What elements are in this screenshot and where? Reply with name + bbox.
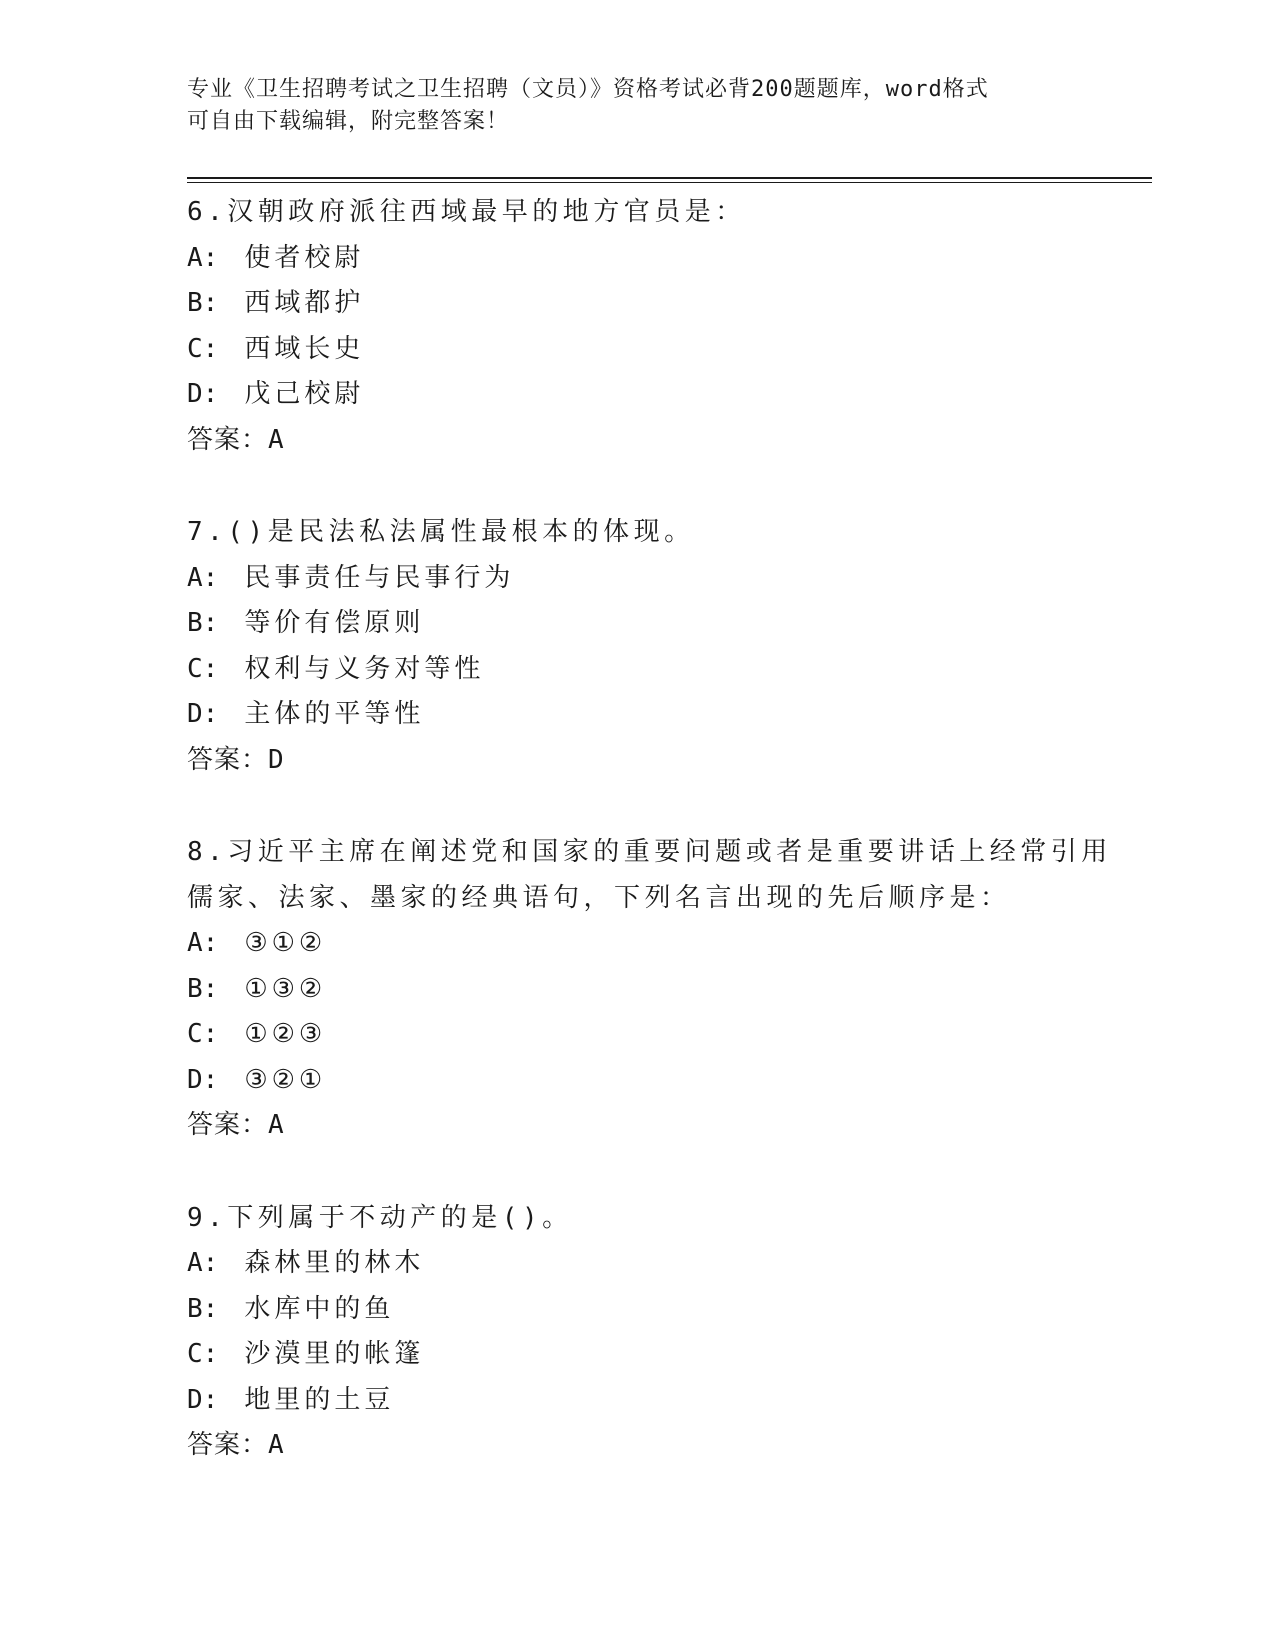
option-b bbox=[187, 967, 1147, 1013]
option-c bbox=[187, 327, 1147, 373]
question-7 bbox=[187, 510, 1147, 783]
option-text: ①③② bbox=[244, 973, 327, 1004]
option-text: 使者校尉 bbox=[244, 242, 365, 273]
option-key: D: bbox=[187, 1064, 219, 1095]
option-key: B: bbox=[187, 288, 219, 318]
option-a bbox=[187, 921, 1147, 967]
option-key: A: bbox=[187, 242, 219, 273]
option-c bbox=[187, 647, 1147, 693]
answer-label: 答案： bbox=[187, 1110, 269, 1140]
option-key: D: bbox=[187, 379, 219, 409]
question-stem: 9.下列属于不动产的是()。 bbox=[187, 1202, 573, 1233]
question-stem-continued: 儒家、法家、墨家的经典语句，下列名言出现的先后顺序是： bbox=[187, 882, 1011, 913]
option-a bbox=[187, 1241, 1147, 1287]
option-key: C: bbox=[187, 1339, 219, 1369]
question-list bbox=[187, 190, 1147, 1516]
question-9 bbox=[187, 1196, 1147, 1469]
option-text: ①②③ bbox=[244, 1019, 327, 1049]
header-divider-thin bbox=[187, 182, 1152, 183]
option-c bbox=[187, 1332, 1147, 1378]
option-text: 权利与义务对等性 bbox=[244, 653, 485, 684]
answer-label: 答案： bbox=[187, 1430, 269, 1460]
option-d bbox=[187, 692, 1147, 738]
option-text: 森林里的林木 bbox=[244, 1248, 425, 1278]
option-text: ③②① bbox=[244, 1064, 327, 1095]
answer-label: 答案： bbox=[187, 744, 269, 775]
option-text: 地里的土豆 bbox=[244, 1384, 395, 1415]
option-text: 主体的平等性 bbox=[244, 699, 425, 729]
document-header bbox=[187, 74, 1087, 138]
option-b bbox=[187, 601, 1147, 647]
question-stem: 8.习近平主席在阐述党和国家的重要问题或者是重要讲话上经常引用 bbox=[187, 837, 1112, 867]
option-text: 沙漠里的帐篷 bbox=[244, 1339, 425, 1369]
answer-value: A bbox=[268, 1430, 284, 1460]
option-d bbox=[187, 1378, 1147, 1424]
answer-value: A bbox=[268, 424, 284, 455]
option-d bbox=[187, 372, 1147, 418]
answer-label: 答案： bbox=[187, 424, 269, 455]
option-text: 等价有偿原则 bbox=[244, 608, 425, 638]
option-text: 西域都护 bbox=[244, 288, 365, 318]
option-key: C: bbox=[187, 1019, 219, 1049]
option-key: A: bbox=[187, 928, 219, 958]
option-text: 水库中的鱼 bbox=[244, 1293, 395, 1324]
answer-value: A bbox=[268, 1110, 284, 1140]
option-b bbox=[187, 1287, 1147, 1333]
answer-line bbox=[187, 418, 1147, 464]
answer-value: D bbox=[268, 744, 284, 775]
answer-line bbox=[187, 1103, 1147, 1149]
option-text: 民事责任与民事行为 bbox=[244, 562, 515, 593]
option-key: B: bbox=[187, 973, 219, 1004]
question-8 bbox=[187, 830, 1147, 1149]
header-line-2: 可自由下载编辑，附完整答案！ bbox=[187, 109, 510, 134]
answer-line bbox=[187, 738, 1147, 784]
option-key: D: bbox=[187, 699, 219, 729]
option-a bbox=[187, 556, 1147, 602]
option-text: ③①② bbox=[244, 928, 327, 958]
option-key: A: bbox=[187, 562, 219, 593]
answer-line bbox=[187, 1423, 1147, 1469]
option-c bbox=[187, 1012, 1147, 1058]
option-a bbox=[187, 236, 1147, 282]
question-stem: 7.()是民法私法属性最根本的体现。 bbox=[187, 517, 695, 547]
option-key: B: bbox=[187, 1293, 219, 1324]
option-text: 戊己校尉 bbox=[244, 379, 365, 409]
option-d bbox=[187, 1058, 1147, 1104]
option-b bbox=[187, 281, 1147, 327]
option-key: D: bbox=[187, 1384, 219, 1415]
option-key: B: bbox=[187, 608, 219, 638]
option-key: A: bbox=[187, 1248, 219, 1278]
header-divider-thick bbox=[187, 177, 1152, 179]
header-line-1: 专业《卫生招聘考试之卫生招聘（文员）》资格考试必背200题题库，word格式 bbox=[187, 77, 989, 102]
option-key: C: bbox=[187, 653, 219, 684]
question-6 bbox=[187, 190, 1147, 463]
question-stem: 6.汉朝政府派往西域最早的地方官员是： bbox=[187, 197, 746, 227]
option-text: 西域长史 bbox=[244, 333, 365, 364]
option-key: C: bbox=[187, 333, 219, 364]
